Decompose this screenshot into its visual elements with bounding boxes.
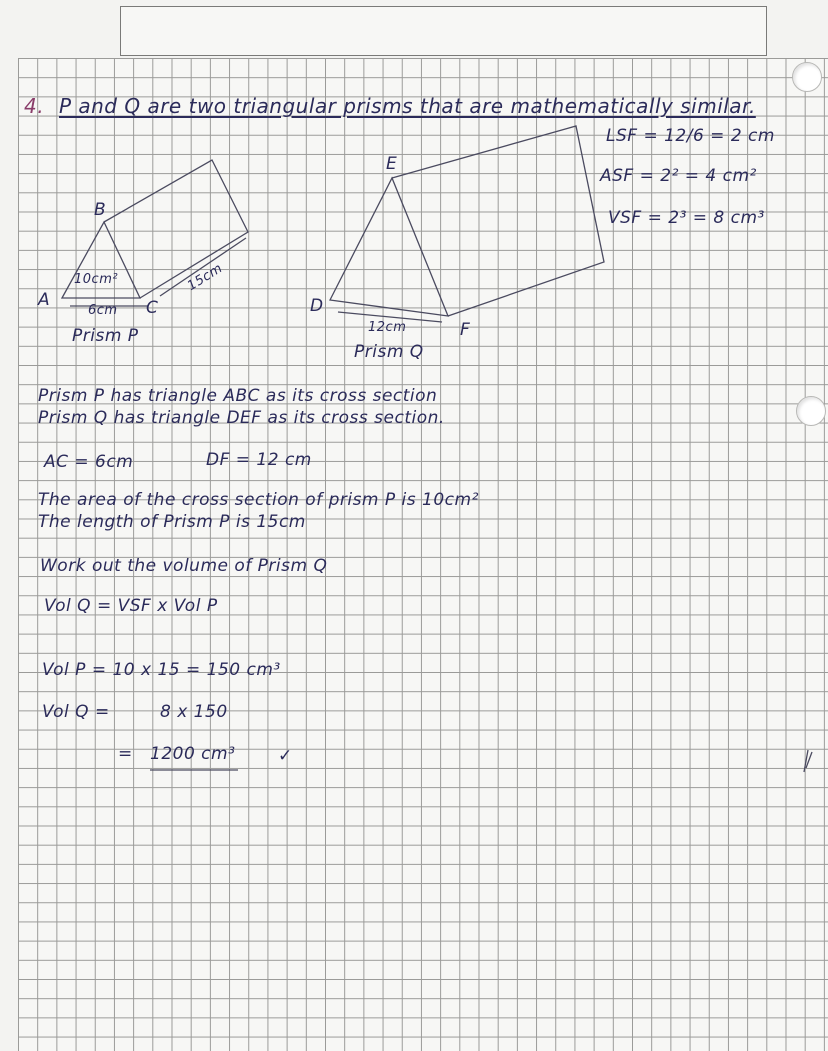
question-text: P and Q are two triangular prisms that are mathematically similar. <box>58 94 756 118</box>
task-text: Work out the volume of Prism Q <box>40 556 328 576</box>
vertex-e-label: E <box>386 154 398 174</box>
lsf-line: LSF = 12/6 = 2 cm <box>606 126 775 146</box>
vertex-a-label: A <box>38 290 51 310</box>
statement-line-4: The length of Prism P is 15cm <box>38 512 306 532</box>
prism-p-length-label: 15cm <box>184 260 226 295</box>
prism-p-base-label: 6cm <box>88 303 118 318</box>
working-vol-q-calc: 8 x 150 <box>160 702 228 722</box>
statement-ac: AC = 6cm <box>44 452 134 472</box>
working-formula: Vol Q = VSF x Vol P <box>44 596 218 616</box>
statement-line-3: The area of the cross section of prism P is 10cm² <box>38 490 479 510</box>
question-number: 4. <box>24 94 45 118</box>
vertex-c-label: C <box>146 298 159 318</box>
vertex-d-label: D <box>310 296 324 316</box>
statement-line-1: Prism P has triangle ABC as its cross section <box>38 386 438 406</box>
vertex-b-label: B <box>94 200 107 220</box>
working-vol-p: Vol P = 10 x 15 = 150 cm³ <box>42 660 281 680</box>
working-vol-q-label: Vol Q = <box>42 702 110 722</box>
prism-q-outline <box>392 126 604 316</box>
working-equals: = <box>118 744 133 764</box>
vertex-f-label: F <box>460 320 471 340</box>
prism-q-drawing <box>330 126 604 322</box>
prism-p-outline <box>104 160 248 298</box>
tick-mark: ✓ <box>278 746 293 766</box>
prism-p-area-label: 10cm² <box>74 272 119 287</box>
asf-line: ASF = 2² = 4 cm² <box>600 166 757 186</box>
prism-q-caption: Prism Q <box>354 342 424 362</box>
statement-df: DF = 12 cm <box>206 450 312 470</box>
prism-q-front-triangle <box>330 178 448 316</box>
statement-line-2: Prism Q has triangle DEF as its cross section. <box>38 408 445 428</box>
vsf-line: VSF = 2³ = 8 cm³ <box>608 208 765 228</box>
final-answer: 1200 cm³ <box>150 744 236 764</box>
prism-p-caption: Prism P <box>72 326 139 346</box>
prism-q-base-label: 12cm <box>368 320 407 335</box>
